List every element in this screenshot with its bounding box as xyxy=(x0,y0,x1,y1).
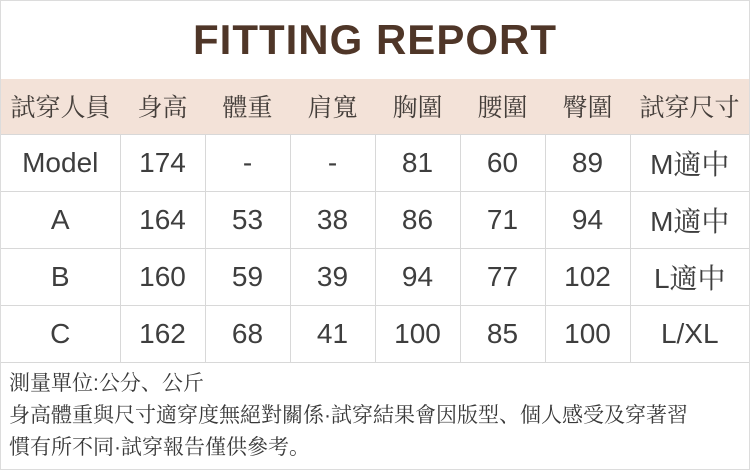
header-cell-chest: 胸圍 xyxy=(375,79,460,134)
table-cell: Model xyxy=(1,134,120,191)
table-cell: M適中 xyxy=(630,134,749,191)
table-row-a xyxy=(1,191,749,248)
table-cell: C xyxy=(1,305,120,362)
table-cell: 86 xyxy=(375,191,460,248)
table-cell: L適中 xyxy=(630,248,749,305)
table-cell: 60 xyxy=(460,134,545,191)
table-row-b xyxy=(1,248,749,305)
fitting-table xyxy=(1,79,749,362)
table-cell: 160 xyxy=(120,248,205,305)
table-cell: 164 xyxy=(120,191,205,248)
table-cell: 94 xyxy=(545,191,630,248)
header-cell-hip: 臀圍 xyxy=(545,79,630,134)
table-cell: 38 xyxy=(290,191,375,248)
table-cell: 85 xyxy=(460,305,545,362)
table-cell: 100 xyxy=(545,305,630,362)
table-cell: 53 xyxy=(205,191,290,248)
table-cell: 174 xyxy=(120,134,205,191)
table-cell: 102 xyxy=(545,248,630,305)
header-row xyxy=(1,79,749,134)
table-cell: - xyxy=(290,134,375,191)
table-cell: 41 xyxy=(290,305,375,362)
table-cell: 68 xyxy=(205,305,290,362)
table-cell: A xyxy=(1,191,120,248)
note-line-units: 測量單位:公分、公斤 xyxy=(9,372,204,395)
table-cell: B xyxy=(1,248,120,305)
table-cell: M適中 xyxy=(630,191,749,248)
table-cell: 77 xyxy=(460,248,545,305)
table-cell: 94 xyxy=(375,248,460,305)
table-cell: 59 xyxy=(205,248,290,305)
header-cell-shoulder: 肩寬 xyxy=(290,79,375,134)
note-line-disclaimer-1: 身高體重與尺寸適穿度無絕對關係·試穿結果會因版型、個人感受及穿著習 xyxy=(9,404,688,427)
table-cell: L/XL xyxy=(630,305,749,362)
header-cell-height: 身高 xyxy=(120,79,205,134)
table-cell: 100 xyxy=(375,305,460,362)
header-cell-waist: 腰圍 xyxy=(460,79,545,134)
table-cell: 71 xyxy=(460,191,545,248)
table-cell: 81 xyxy=(375,134,460,191)
note-line-disclaimer-2: 慣有所不同·試穿報告僅供參考。 xyxy=(9,436,310,459)
table-row-model xyxy=(1,134,749,191)
table-cell: 162 xyxy=(120,305,205,362)
table-cell: - xyxy=(205,134,290,191)
header-cell-weight: 體重 xyxy=(205,79,290,134)
table-row-c xyxy=(1,305,749,362)
page-title: FITTING REPORT xyxy=(193,16,557,63)
notes-section xyxy=(1,362,749,468)
table-cell: 39 xyxy=(290,248,375,305)
table-cell: 89 xyxy=(545,134,630,191)
header-cell-size: 試穿尺寸 xyxy=(630,79,749,134)
header-cell-fitter: 試穿人員 xyxy=(1,79,120,134)
